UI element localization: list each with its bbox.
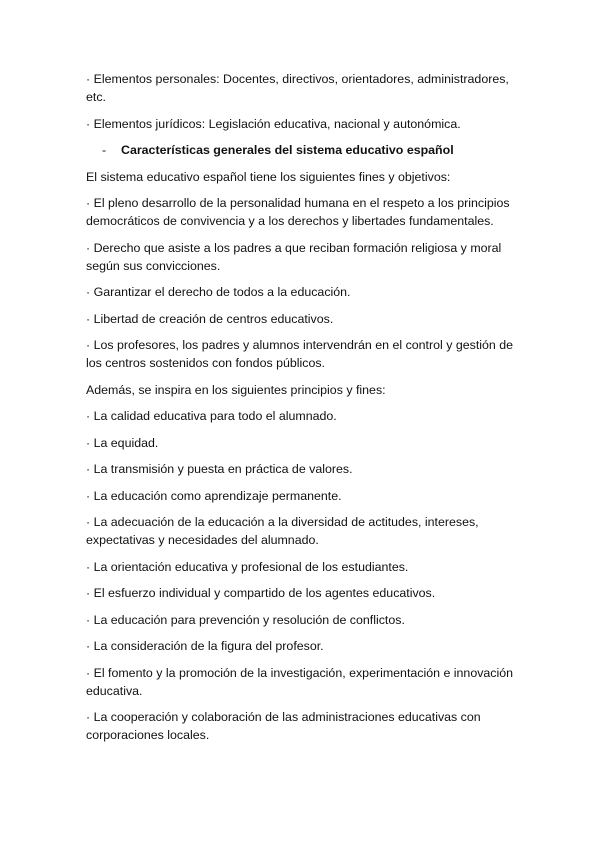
list-item-principio: · El esfuerzo individual y compartido de los agentes educativos. xyxy=(86,586,436,600)
list-item-principio: · La calidad educativa para todo el alumnado. xyxy=(86,409,337,423)
list-item-principio: · La educación para prevención y resolución de conflictos. xyxy=(86,612,405,627)
list-item-principio: · La orientación educativa y profesional de los estudiantes. xyxy=(86,559,409,574)
list-item-elementos-juridicos: · Elementos jurídicos: Legislación educativa, nacional y autonómica. xyxy=(86,116,461,131)
list-item-principio: · El fomento y la promoción de la investigación, experimentación e innovación educativa. xyxy=(86,665,514,698)
list-item-principio: · La transmisión y puesta en práctica de valores. xyxy=(86,462,353,476)
section-heading xyxy=(86,141,526,159)
list-item-fin: · El pleno desarrollo de la personalidad humana en el respeto a los principios democráticos de convivencia y a los derechos y libertades fundamentales. xyxy=(86,196,510,228)
list-item-elementos-personales: · Elementos personales: Docentes, directivos, orientadores, administradores, etc. xyxy=(86,72,509,104)
list-item-fin: · Libertad de creación de centros educativos. xyxy=(86,311,334,326)
principios-intro: Además, se inspira en los siguientes principios y fines: xyxy=(86,382,386,397)
list-item-principio: · La equidad. xyxy=(86,435,159,450)
list-item-principio: · La cooperación y colaboración de las administraciones educativas con corporaciones locales. xyxy=(86,710,481,742)
list-item-principio: · La consideración de la figura del profesor. xyxy=(86,639,324,653)
list-item-principio: · La adecuación de la educación a la diversidad de actitudes, intereses, expectativas y necesidades del alumnado. xyxy=(86,515,479,547)
dash-bullet: - xyxy=(102,143,107,157)
list-item-fin: · Derecho que asiste a los padres a que reciban formación religiosa y moral según sus convicciones. xyxy=(86,240,502,273)
fines-intro: El sistema educativo español tiene los siguientes fines y objetivos: xyxy=(86,169,451,184)
list-item-principio: · La educación como aprendizaje permanente. xyxy=(86,488,342,503)
section-heading-text: Características generales del sistema educativo español xyxy=(121,143,454,157)
list-item-fin: · Los profesores, los padres y alumnos intervendrán en el control y gestión de los centros sostenidos con fondos públicos. xyxy=(86,338,514,370)
list-item-fin: · Garantizar el derecho de todos a la educación. xyxy=(86,285,351,299)
document-page xyxy=(86,70,526,753)
